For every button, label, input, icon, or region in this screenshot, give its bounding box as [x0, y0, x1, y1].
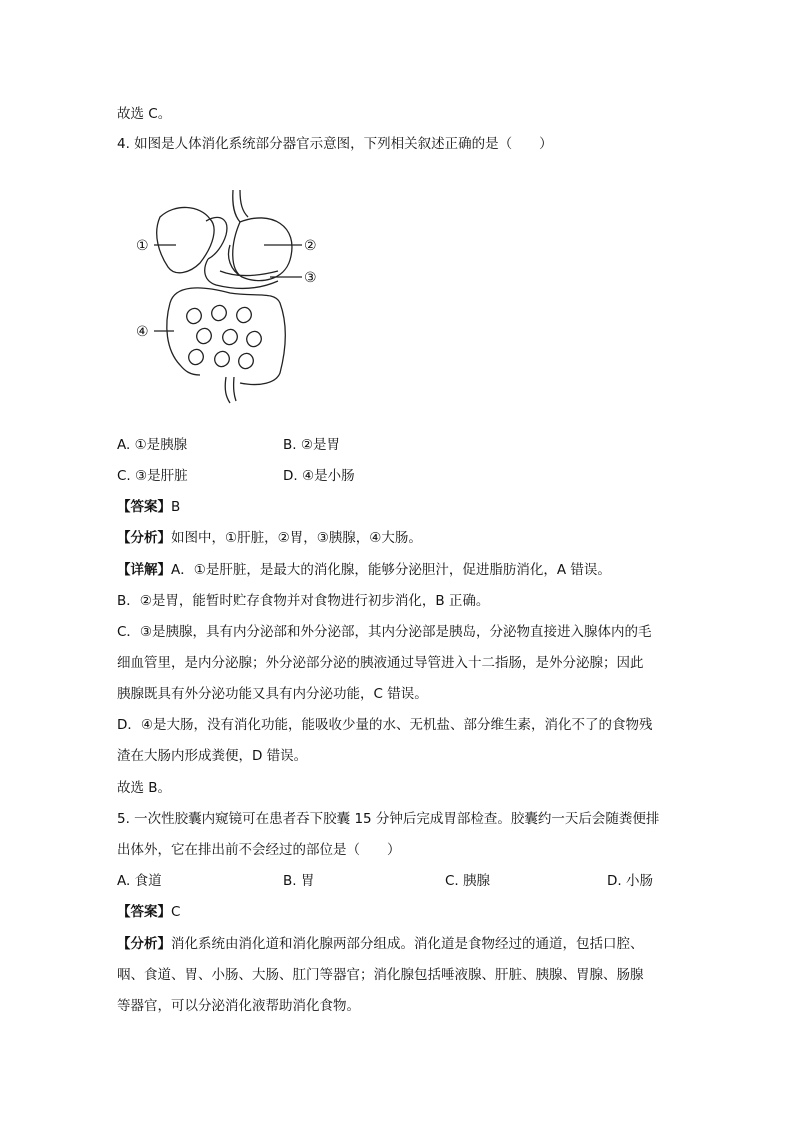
- q4-option-c: C. ③是肝脏: [117, 468, 188, 484]
- q4-option-d: D. ④是小肠: [283, 468, 355, 484]
- label-4: ④: [136, 324, 149, 340]
- label-3: ③: [304, 270, 317, 286]
- answer-marker: 【答案】: [117, 904, 171, 920]
- detail-c-3: 胰腺既具有外分泌功能又具有内分泌功能，C 错误。: [117, 686, 428, 702]
- q4-option-b: B. ②是胃: [283, 437, 340, 453]
- conclusion-b: 故选 B。: [117, 780, 172, 796]
- analysis-text: 如图中，①肝脏，②胃，③胰腺，④大肠。: [171, 530, 422, 546]
- digestive-system-figure: [130, 185, 330, 407]
- detail-c-2: 细血管里，是内分泌腺；外分泌部分泌的胰液通过导管进入十二指肠，是外分泌腺；因此: [117, 655, 644, 671]
- detail-q4: [117, 560, 611, 580]
- analysis-marker: 【分析】: [117, 936, 171, 952]
- q4-option-a: A. ①是胰腺: [117, 437, 188, 453]
- question-4: 4. 如图是人体消化系统部分器官示意图，下列相关叙述正确的是（ ）: [117, 136, 553, 152]
- analysis-q5-1: [117, 934, 644, 954]
- q5-option-c: C. 胰腺: [445, 873, 491, 889]
- detail-text: A．①是肝脏，是最大的消化腺，能够分泌胆汁，促进脂肪消化，A 错误。: [171, 562, 611, 578]
- detail-marker: 【详解】: [117, 562, 171, 578]
- analysis-q5-2: 咽、食道、胃、小肠、大肠、肛门等器官；消化腺包括唾液腺、肝脏、胰腺、胃腺、肠腺: [117, 967, 644, 983]
- q5-option-a: A. 食道: [117, 873, 162, 889]
- detail-b: B．②是胃，能暂时贮存食物并对食物进行初步消化，B 正确。: [117, 593, 490, 609]
- q5-option-b: B. 胃: [283, 873, 315, 889]
- detail-d-1: D．④是大肠，没有消化功能，能吸收少量的水、无机盐、部分维生素，消化不了的食物残: [117, 717, 653, 733]
- answer-q4: [117, 497, 180, 517]
- detail-c-1: C．③是胰腺，具有内分泌部和外分泌部，其内分泌部是胰岛，分泌物直接进入腺体内的毛: [117, 624, 652, 640]
- analysis-marker: 【分析】: [117, 530, 171, 546]
- detail-d-2: 渣在大肠内形成粪便，D 错误。: [117, 748, 308, 764]
- q5-option-d: D. 小肠: [607, 873, 653, 889]
- answer-value: B: [171, 499, 181, 515]
- question-5-line-2: 出体外，它在排出前不会经过的部位是（ ）: [117, 842, 401, 858]
- question-5-line-1: 5. 一次性胶囊内窥镜可在患者吞下胶囊 15 分钟后完成胃部检查。胶囊约一天后会随粪便排: [117, 811, 660, 827]
- answer-q5: [117, 902, 180, 922]
- answer-value: C: [171, 904, 181, 920]
- analysis-q4: [117, 528, 422, 548]
- analysis-text: 消化系统由消化道和消化腺两部分组成。消化道是食物经过的通道，包括口腔、: [171, 936, 644, 952]
- digestive-system-diagram: [130, 185, 330, 407]
- label-2: ②: [304, 238, 317, 254]
- conclusion-c: 故选 C。: [117, 106, 172, 122]
- analysis-q5-3: 等器官，可以分泌消化液帮助消化食物。: [117, 998, 360, 1014]
- answer-marker: 【答案】: [117, 499, 171, 515]
- label-1: ①: [136, 238, 149, 254]
